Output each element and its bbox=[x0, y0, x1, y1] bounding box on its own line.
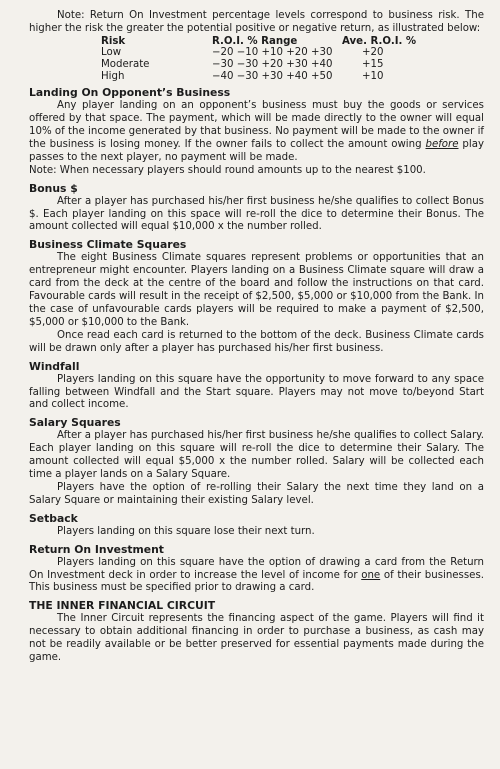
section-heading-setback: Setback bbox=[29, 511, 78, 525]
roi-paragraph bbox=[29, 557, 484, 596]
windfall-paragraph: Players landing on this square have the opportunity to move forward to any space falling between Windfall and the Start square. Players may not move to/beyond Start and collect income. bbox=[29, 373, 484, 411]
landing-text-b: play passes to the next player, no payment will be made. bbox=[29, 138, 484, 163]
bonus-paragraph: After a player has purchased his/her first business he/she qualifies to collect Bonus $. Each player landing on this space will re-roll the dice to determine their Bonus. The amount collected will equal $10,000 x the number rolled. bbox=[29, 195, 484, 233]
landing-paragraph bbox=[29, 100, 484, 165]
roi-table-header-row bbox=[101, 36, 452, 48]
risk-cell: High bbox=[101, 70, 125, 82]
range-cell: −20 −10 +10 +20 +30 bbox=[212, 47, 333, 59]
average-cell: +15 bbox=[362, 59, 384, 70]
header-ave-roi: Ave. R.O.I. % bbox=[342, 35, 417, 47]
intro-note: Note: Return On Investment percentage levels correspond to business risk. The higher the risk the greater the potential positive or negative return, as illustrated below: bbox=[29, 10, 484, 34]
header-risk: Risk bbox=[101, 35, 126, 47]
landing-note: Note: When necessary players should round amounts up to the nearest $100. bbox=[29, 164, 426, 176]
section-heading-roi: Return On Investment bbox=[29, 542, 164, 556]
landing-text-a: Any player landing on an opponent’s business must buy the goods or services offered by that space. The payment, which will be made directly to the owner will equal 10% of the income generated by that business. No payment will be made to the owner if the business is losing money. If the owner fails to collect the amount owing bbox=[29, 100, 484, 150]
section-heading-inner-circuit: THE INNER FINANCIAL CIRCUIT bbox=[29, 599, 216, 613]
inner-circuit-paragraph: The Inner Circuit represents the financing aspect of the game. Players will find it necessary to obtain additional financing in order to purchase a business, as cash may not be readily available or be better preserved for essential payments made during the game. bbox=[29, 613, 484, 664]
setback-paragraph: Players landing on this square lose their next turn. bbox=[57, 525, 315, 537]
header-roi-range: R.O.I. % Range bbox=[212, 35, 298, 47]
average-cell: +20 bbox=[362, 47, 384, 59]
roi-text-a: Players landing on this square have the option of drawing a card from the Return On Investment deck in order to increase the level of income for bbox=[29, 556, 484, 581]
table-row bbox=[101, 71, 452, 83]
average-cell: +10 bbox=[362, 70, 384, 82]
roi-text-b: of their businesses. This business must be specified prior to drawing a card. bbox=[29, 569, 484, 594]
section-heading-landing: Landing On Opponent’s Business bbox=[29, 86, 231, 100]
roi-emphasis: one bbox=[361, 569, 381, 581]
roi-risk-table bbox=[101, 36, 452, 82]
salary-paragraph-2: Players have the option of re-rolling their Salary the next time they land on a Salary Square or maintaining their existing Salary level. bbox=[29, 481, 484, 506]
risk-cell: Low bbox=[101, 47, 122, 59]
section-heading-climate: Business Climate Squares bbox=[29, 238, 187, 252]
range-cell: −40 −30 +30 +40 +50 bbox=[212, 70, 333, 82]
section-heading-salary: Salary Squares bbox=[29, 416, 121, 430]
climate-paragraph-1: The eight Business Climate squares represent problems or opportunities that an entrepreneur might encounter. Players landing on a Business Climate square will draw a card from the deck at the centre of the board and follow the instructions on that card. Favourable cards will result in the receipt of $2,500, $5,000 or $10,000 from the Bank. In the case of unfavourable cards players will be required to make a payment of $2,500, $5,000 or $10,000 to the Bank. bbox=[29, 252, 484, 328]
table-row bbox=[101, 59, 452, 71]
section-heading-bonus: Bonus $ bbox=[29, 181, 78, 195]
landing-emphasis: before bbox=[425, 138, 459, 150]
range-cell: −30 −30 +20 +30 +40 bbox=[212, 59, 333, 70]
table-row bbox=[101, 47, 452, 59]
salary-paragraph-1: After a player has purchased his/her first business he/she qualifies to collect Salary. Each player landing on this square will re-roll the dice to determine their Salary. The amount collected will equal $5,000 x the number rolled. Salary will be collected each time a player lands on a Salary Square. bbox=[29, 430, 484, 481]
climate-paragraph-2: Once read each card is returned to the bottom of the deck. Business Climate cards will be drawn only after a player has purchased his/her first business. bbox=[29, 329, 484, 354]
risk-cell: Moderate bbox=[101, 59, 150, 70]
section-heading-windfall: Windfall bbox=[29, 359, 80, 373]
